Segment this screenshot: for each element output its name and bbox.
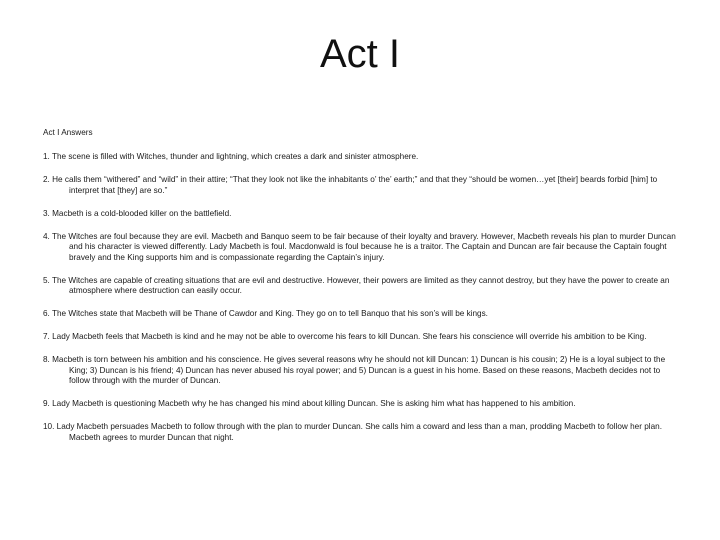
slide-title: Act I [319, 32, 401, 76]
answer-5: 5. The Witches are capable of creating situations that are evil and destructive. However, their powers are limited as they cannot destroy, but they have the power to create an atmosphere where destruction can easily occur. [43, 275, 670, 295]
answer-9: 9. Lady Macbeth is questioning Macbeth why he has changed his mind about killing Duncan. She is asking him what has happened to his ambition. [43, 399, 576, 408]
answer-10: 10. Lady Macbeth persuades Macbeth to follow through with the plan to murder Duncan. She calls him a coward and less than a man, prodding Macbeth to follow her plan. Macbeth agrees to murder Duncan that night. [43, 422, 662, 442]
answer-1: 1. The scene is filled with Witches, thunder and lightning, which creates a dark and sinister atmosphere. [43, 152, 419, 161]
slide-body [43, 127, 683, 456]
answers-list [43, 152, 683, 443]
answers-heading: Act I Answers [43, 128, 93, 137]
answer-6: 6. The Witches state that Macbeth will be Thane of Cawdor and King. They go on to tell Banquo that his son’s will be kings. [43, 309, 488, 318]
answer-2: 2. He calls them “withered” and “wild” in their attire; “That they look not like the inhabitants o’ the’ earth;” and that they “should be women…yet [their] beards forbid [him] to interpret that [they] are so.” [43, 175, 658, 195]
answer-8: 8. Macbeth is torn between his ambition and his conscience. He gives several reasons why he should not kill Duncan: 1) Duncan is his cousin; 2) He is a loyal subject to the King; 3) Duncan is his friend; 4) Duncan has never abused his royal power; and 5) Duncan is a guest in his home. Based on these reasons, Macbeth decides not to follow through with the murder of Duncan. [43, 355, 666, 385]
answer-4: 4. The Witches are foul because they are evil. Macbeth and Banquo seem to be fair because of their loyalty and bravery. However, Macbeth reveals his plan to murder Duncan and his character is viewed differently. Lady Macbeth is foul. Macdonwald is foul because he is a traitor. The Captain and Duncan are fair because the Captain fought bravely and the King supports him and is compassionate regarding the Captain’s injury. [43, 231, 676, 262]
answer-3: 3. Macbeth is a cold-blooded killer on the battlefield. [43, 208, 232, 218]
answer-7: 7. Lady Macbeth feels that Macbeth is kind and he may not be able to overcome his fears to kill Duncan. She fears his conscience will override his ambition to be King. [43, 332, 647, 341]
